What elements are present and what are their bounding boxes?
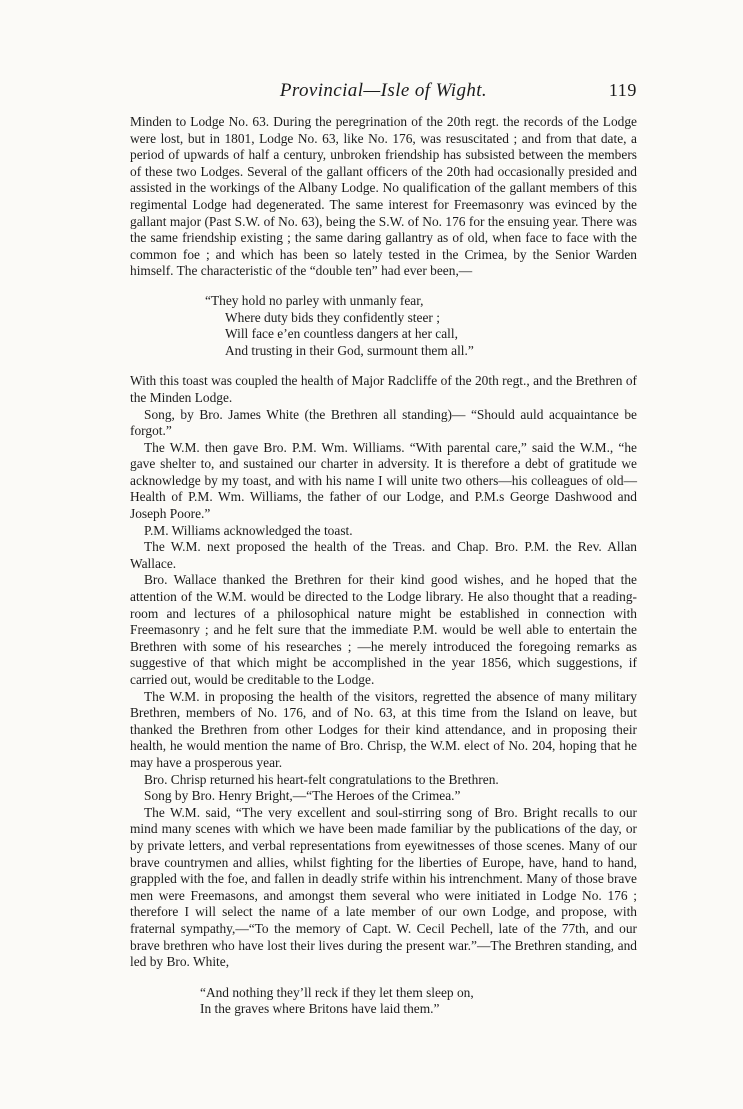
verse-line: Will face e’en countless dangers at her call, (225, 326, 458, 342)
paragraph: Bro. Wallace thanked the Brethren for their kind good wishes, and he hoped that the attention of the W.M. would be directed to the Lodge library. He also thought that a reading-room and lectures of a philosophical nature might be established in connection with Freemasonry ; and he felt sure that the immediate P.M. would be well able to entertain the Brethren with some of his researches ; —he merely introduced the foregoing remarks as suggestive of that which might be accomplished in the year 1856, which suggestions, if carried out, would be creditable to the Lodge. (130, 572, 637, 687)
paragraph: The W.M. said, “The very excellent and soul-stirring song of Bro. Bright recalls to our mind many scenes with which we have been made familiar by the publications of the day, or by private letters, and verbal representations from eyewitnesses of those scenes. Many of our brave countrymen and allies, whilst fighting for the liberties of Europe, have, hand to hand, grappled with the foe, and fallen in deadly strife within his intrenchment. Many of those brave men were Freemasons, and amongst them several who were initiated in Lodge No. 176 ; therefore I will select the name of a late member of our own Lodge, and propose, with fraternal sympathy,—“To the memory of Capt. W. Cecil Pechell, late of the 77th, and our brave brethren who have lost their lives during the present war.”—The Brethren standing, and led by Bro. White, (130, 804, 637, 970)
running-header (130, 80, 637, 114)
paragraph: Bro. Chrisp returned his heart-felt congratulations to the Brethren. (144, 771, 499, 787)
verse-quotation (205, 293, 637, 359)
paragraph: Song, by Bro. James White (the Brethren all standing)— “Should auld acquaintance be forgot.” (130, 406, 637, 439)
verse-line: Where duty bids they confidently steer ; (225, 309, 440, 325)
closing-verse-quotation (200, 985, 637, 1018)
verse-line: And trusting in their God, surmount them all.” (225, 342, 474, 358)
running-title: Provincial—Isle of Wight. (279, 80, 488, 101)
paragraph: With this toast was coupled the health of Major Radcliffe of the 20th regt., and the Brethren of the Minden Lodge. (130, 373, 637, 405)
verse-line: In the graves where Britons have laid them.” (200, 1001, 440, 1017)
paragraph: Minden to Lodge No. 63. During the peregrination of the 20th regt. the records of the Lodge were lost, but in 1801, Lodge No. 63, like No. 176, was resuscitated ; and from that date, a period of upwards of half a century, unbroken friendship has subsisted between the members of these two Lodges. Several of the gallant officers of the 20th had occasionally presided and assisted in the workings of the Albany Lodge. No qualification of the gallant members of this regimental Lodge had degenerated. The same interest for Freemasonry was evinced by the gallant major (Past S.W. of No. 63), being the S.W. of No. 176 for the ensuing year. There was the same friendship existing ; the same daring gallantry as of old, when face to face with the common foe ; and which has been so lately tested in the Crimea, by the Senior Warden himself. The characteristic of the “double ten” had ever been,— (130, 114, 637, 279)
paragraph: The W.M. then gave Bro. P.M. Wm. Williams. “With parental care,” said the W.M., “he gave shelter to, and sustained our charter in adversity. It is therefore a debt of gratitude we acknowledge by my toast, and with his name I will unite two others—his colleagues of old—Health of P.M. Wm. Williams, the father of our Lodge, and P.M.s George Dashwood and Joseph Poore.” (130, 439, 637, 522)
paragraph: Song by Bro. Henry Bright,—“The Heroes of the Crimea.” (144, 788, 461, 804)
verse-line: “They hold no parley with unmanly fear, (205, 292, 424, 308)
verse-line: “And nothing they’ll reck if they let them sleep on, (200, 984, 474, 1000)
paragraph: P.M. Williams acknowledged the toast. (144, 522, 353, 538)
paragraph: The W.M. in proposing the health of the visitors, regretted the absence of many military Brethren, members of No. 176, and of No. 63, at this time from the Island on leave, but thanked the Brethren from other Lodges for their kind attendance, and in proposing their health, he would mention the name of Bro. Chrisp, the W.M. elect of No. 204, hoping that he may have a prosperous year. (130, 688, 637, 770)
article-body (130, 114, 637, 1018)
page-number: 119 (608, 80, 637, 100)
paragraph: The W.M. next proposed the health of the Treas. and Chap. Bro. P.M. the Rev. Allan Wallace. (130, 539, 637, 571)
